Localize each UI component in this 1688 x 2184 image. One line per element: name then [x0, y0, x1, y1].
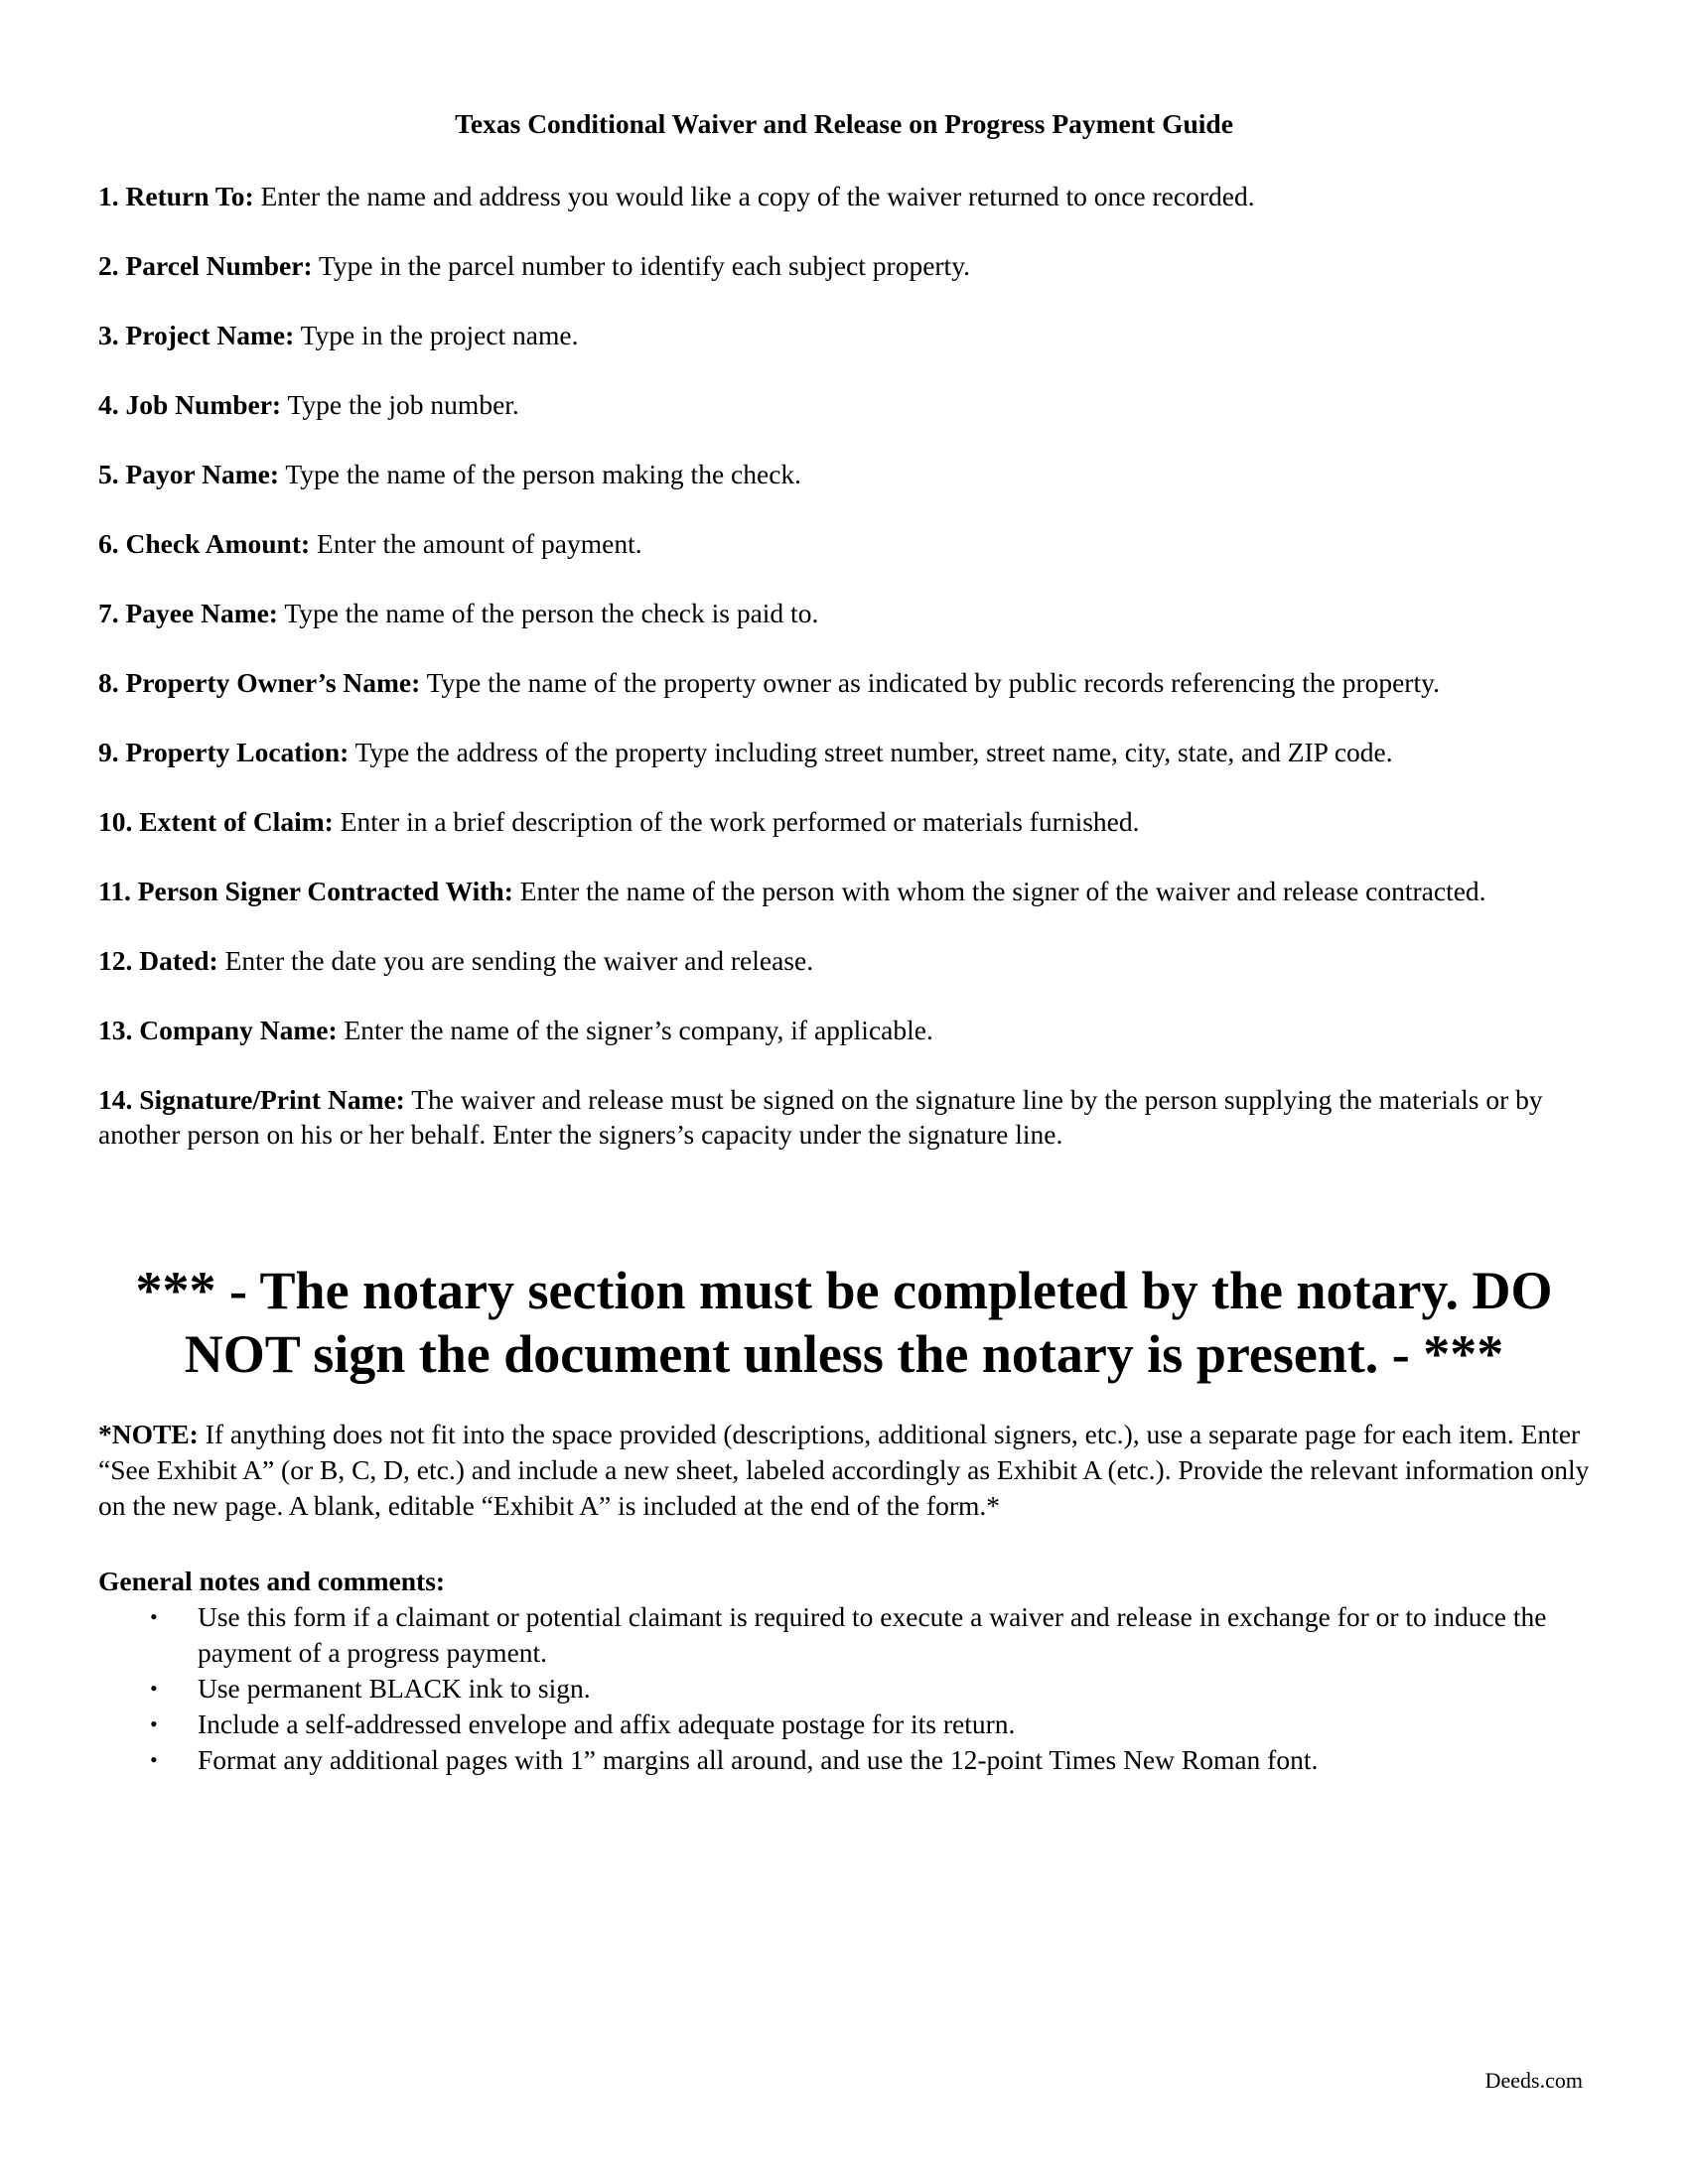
general-note-item	[98, 1599, 1598, 1671]
instruction-item-property-owner	[98, 665, 1598, 700]
instruction-list	[98, 179, 1598, 1186]
instruction-text: Type the address of the property including street number, street name, city, state, and ZIP code.	[349, 737, 1393, 767]
general-note-text: Format any additional pages with 1” margins all around, and use the 12-point Times New Roman font.	[198, 1744, 1319, 1775]
bullet-icon: •	[150, 1604, 158, 1629]
instruction-number: 2.	[98, 250, 119, 281]
general-note-item	[98, 1706, 1598, 1742]
instruction-item-dated	[98, 943, 1598, 978]
instruction-text: The waiver and release must be signed on the signature line by the person supplying the materials or by another person on his or her behalf. Enter the signers’s capacity under the signature line.	[98, 1084, 1543, 1150]
instruction-label: Project Name:	[125, 320, 295, 350]
bullet-icon: •	[150, 1711, 158, 1736]
instruction-text: Enter the amount of payment.	[310, 528, 642, 559]
instruction-number: 10.	[98, 806, 133, 837]
instruction-item-property-location	[98, 735, 1598, 769]
note-text: If anything does not fit into the space provided (descriptions, additional signers, etc.), use a separate page for each item. Enter “See Exhibit A” (or B, C, D, etc.) and include a new sheet, labeled accordingly as Exhibit A (etc.). Provide the relevant information only on the new page. A blank, editable “Exhibit A” is included at the end of the form.*	[98, 1419, 1590, 1521]
instruction-text: Type the name of the person making the check.	[279, 459, 802, 489]
general-note-text: Include a self-addressed envelope and affix adequate postage for its return.	[198, 1708, 1016, 1739]
instruction-label: Signature/Print Name:	[139, 1084, 405, 1115]
instruction-item-parcel-number	[98, 248, 1598, 283]
instruction-label: Company Name:	[139, 1015, 338, 1045]
instruction-label: Dated:	[139, 945, 218, 976]
instruction-number: 14.	[98, 1084, 133, 1115]
instruction-item-payor-name	[98, 457, 1598, 491]
instruction-number: 1.	[98, 181, 119, 211]
note-label: *NOTE:	[98, 1419, 199, 1449]
instruction-number: 4.	[98, 389, 119, 420]
instruction-number: 11.	[98, 876, 131, 906]
general-note-text: Use permanent BLACK ink to sign.	[198, 1673, 591, 1704]
general-notes-list	[98, 1599, 1598, 1778]
instruction-text: Type the name of the property owner as indicated by public records referencing the property.	[420, 667, 1440, 698]
instruction-item-payee-name	[98, 596, 1598, 630]
instruction-number: 3.	[98, 320, 119, 350]
instruction-text: Enter in a brief description of the work performed or materials furnished.	[333, 806, 1140, 837]
general-note-item	[98, 1742, 1598, 1778]
instruction-label: Property Location:	[125, 737, 350, 767]
instruction-text: Enter the name of the person with whom the signer of the waiver and release contracted.	[512, 876, 1486, 906]
instruction-label: Parcel Number:	[125, 250, 313, 281]
instruction-text: Type the job number.	[281, 389, 519, 420]
bullet-icon: •	[150, 1676, 158, 1701]
exhibit-note	[98, 1417, 1598, 1524]
instruction-number: 9.	[98, 737, 119, 767]
general-note-item	[98, 1671, 1598, 1706]
instruction-item-return-to	[98, 179, 1598, 213]
instruction-number: 8.	[98, 667, 119, 698]
instruction-number: 13.	[98, 1015, 133, 1045]
instruction-label: Person Signer Contracted With:	[137, 876, 513, 906]
footer-brand: Deeds.com	[1484, 2068, 1583, 2093]
instruction-number: 12.	[98, 945, 133, 976]
instruction-item-signature	[98, 1082, 1598, 1152]
instruction-label: Check Amount:	[125, 528, 311, 559]
instruction-text: Enter the name and address you would like a copy of the waiver returned to once recorded.	[253, 181, 1255, 211]
instruction-text: Type in the parcel number to identify each subject property.	[312, 250, 971, 281]
instruction-label: Payor Name:	[125, 459, 280, 489]
instruction-label: Property Owner’s Name:	[125, 667, 421, 698]
instruction-text: Type in the project name.	[294, 320, 579, 350]
notary-warning: *** - The notary section must be completed by the notary. DO NOT sign the document unless the notary is present. - ***	[135, 1261, 1553, 1384]
instruction-item-project-name	[98, 318, 1598, 352]
instruction-label: Extent of Claim:	[139, 806, 334, 837]
general-notes-heading: General notes and comments:	[98, 1566, 446, 1596]
document-title: Texas Conditional Waiver and Release on Progress Payment Guide	[455, 108, 1233, 139]
instruction-number: 6.	[98, 528, 119, 559]
instruction-text: Enter the name of the signer’s company, if applicable.	[337, 1015, 933, 1045]
instruction-text: Enter the date you are sending the waiver and release.	[217, 945, 814, 976]
instruction-item-person-contracted	[98, 874, 1598, 908]
instruction-text: Type the name of the person the check is paid to.	[277, 598, 819, 628]
bullet-icon: •	[150, 1747, 158, 1772]
instruction-item-extent-of-claim	[98, 804, 1598, 839]
instruction-item-company-name	[98, 1013, 1598, 1047]
instruction-label: Job Number:	[125, 389, 282, 420]
instruction-label: Return To:	[125, 181, 254, 211]
general-note-text: Use this form if a claimant or potential claimant is required to execute a waiver and release in exchange for or to induce the payment of a progress payment.	[198, 1601, 1547, 1668]
instruction-label: Payee Name:	[125, 598, 278, 628]
instruction-number: 5.	[98, 459, 119, 489]
instruction-number: 7.	[98, 598, 119, 628]
instruction-item-check-amount	[98, 526, 1598, 561]
instruction-item-job-number	[98, 387, 1598, 422]
